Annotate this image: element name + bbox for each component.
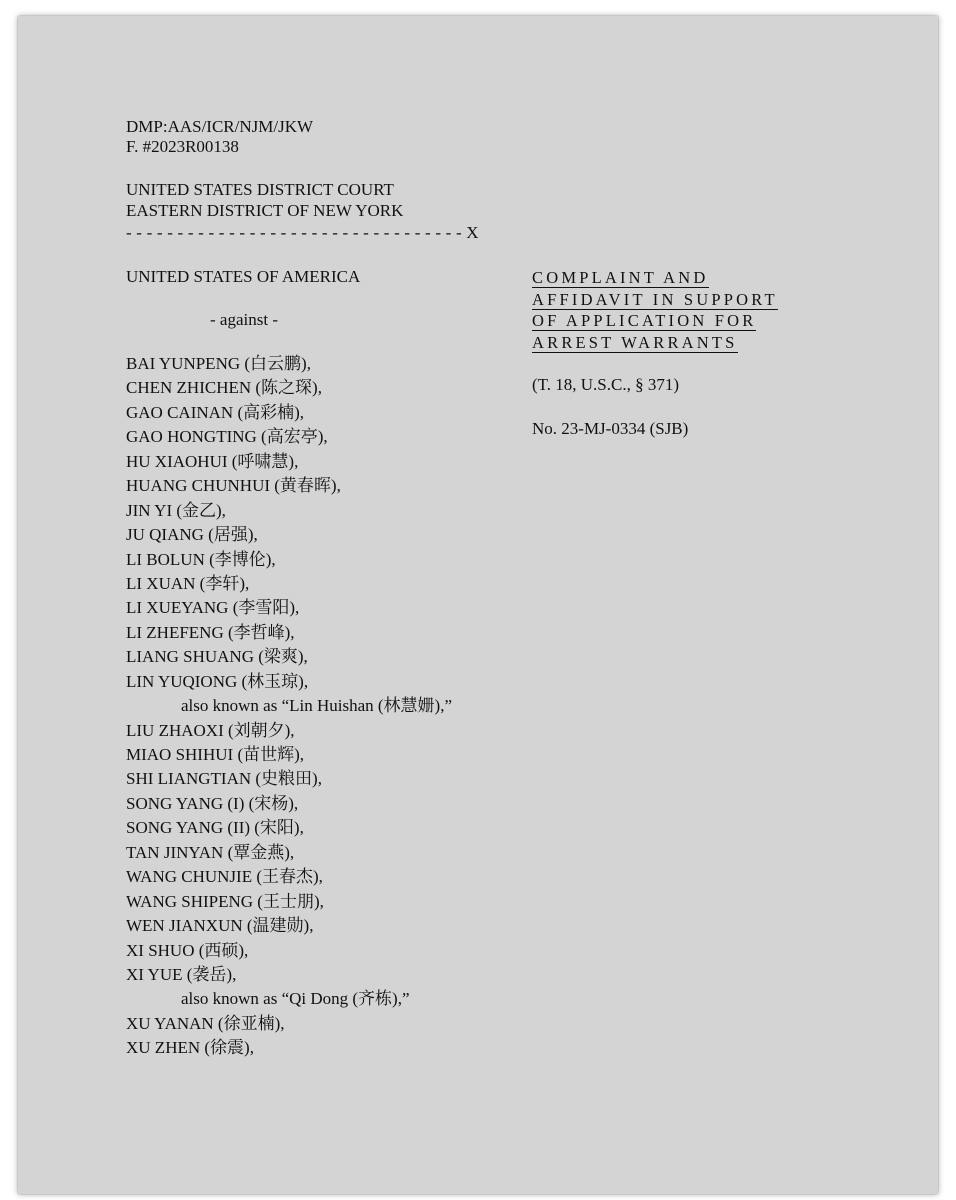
caption-title-line: ARREST WARRANTS <box>532 332 738 352</box>
caption-title-line: COMPLAINT AND <box>532 268 709 287</box>
defendant-name: XU YANAN (徐亚楠), <box>126 1013 285 1033</box>
defendant-name: SONG YANG (I) (宋杨), <box>126 793 299 813</box>
caption-separator: - - - - - - - - - - - - - - - - - - - - - - - - - - - - - - - - - X <box>126 223 479 242</box>
defendant-name: SONG YANG (II) (宋阳), <box>126 818 304 838</box>
defendant-name: XI YUE (袭岳), <box>126 964 237 984</box>
caption-title-line: OF APPLICATION FOR <box>532 311 757 330</box>
defendant-name: WANG CHUNJIE (王春杰), <box>126 867 323 887</box>
court-name: UNITED STATES DISTRICT COURT <box>126 180 394 199</box>
defendant-name: LIN YUQIONG (林玉琼), <box>126 671 309 691</box>
defendant-name: HUANG CHUNHUI (黄春晖), <box>126 476 341 496</box>
defendant-name: LI BOLUN (李博伦), <box>126 549 276 569</box>
document-page <box>18 16 938 1194</box>
defendant-name: XI SHUO (西硕), <box>126 940 249 960</box>
defendant-name: LI ZHEFENG (李哲峰), <box>126 622 295 642</box>
defendant-name: WANG SHIPENG (王士朋), <box>126 891 324 911</box>
document-caption <box>532 267 778 353</box>
file-code: DMP:AAS/ICR/NJM/JKW <box>126 117 314 136</box>
court-district: EASTERN DISTRICT OF NEW YORK <box>126 201 404 220</box>
defendant-name: WEN JIANXUN (温建勋), <box>126 916 314 936</box>
defendant-name: CHEN ZHICHEN (陈之琛), <box>126 378 322 398</box>
versus-label: - against - <box>210 310 278 329</box>
defendant-name: GAO HONGTING (高宏亭), <box>126 427 328 447</box>
defendant-name: LIU ZHAOXI (刘朝夕), <box>126 720 295 740</box>
defendant-alias: also known as “Lin Huishan (林慧姗),” <box>181 696 453 716</box>
defendant-name: GAO CAINAN (高彩楠), <box>126 402 305 422</box>
defendant-name: LIANG SHUANG (梁爽), <box>126 647 308 667</box>
defendant-name: TAN JINYAN (覃金燕), <box>126 842 295 862</box>
defendant-alias: also known as “Qi Dong (齐栋),” <box>181 989 410 1009</box>
defendant-name: BAI YUNPENG (白云鹏), <box>126 354 311 373</box>
defendant-name: JU QIANG (居强), <box>126 525 258 545</box>
defendant-list <box>126 353 452 1062</box>
defendant-name: MIAO SHIHUI (苗世辉), <box>126 745 305 764</box>
caption-title-line: AFFIDAVIT IN SUPPORT <box>532 289 778 309</box>
defendant-name: SHI LIANGTIAN (史粮田), <box>126 769 322 789</box>
case-number: No. 23-MJ-0334 (SJB) <box>532 419 689 438</box>
defendant-name: LI XUEYANG (李雪阳), <box>126 598 300 618</box>
defendant-name: LI XUAN (李轩), <box>126 573 250 593</box>
defendant-name: HU XIAOHUI (呼啸慧), <box>126 451 299 471</box>
plaintiff-name: UNITED STATES OF AMERICA <box>126 267 361 286</box>
defendant-name: JIN YI (金乙), <box>126 500 226 520</box>
file-number: F. #2023R00138 <box>126 137 239 156</box>
statute-citation: (T. 18, U.S.C., § 371) <box>532 375 680 394</box>
defendant-name: XU ZHEN (徐震), <box>126 1038 254 1058</box>
